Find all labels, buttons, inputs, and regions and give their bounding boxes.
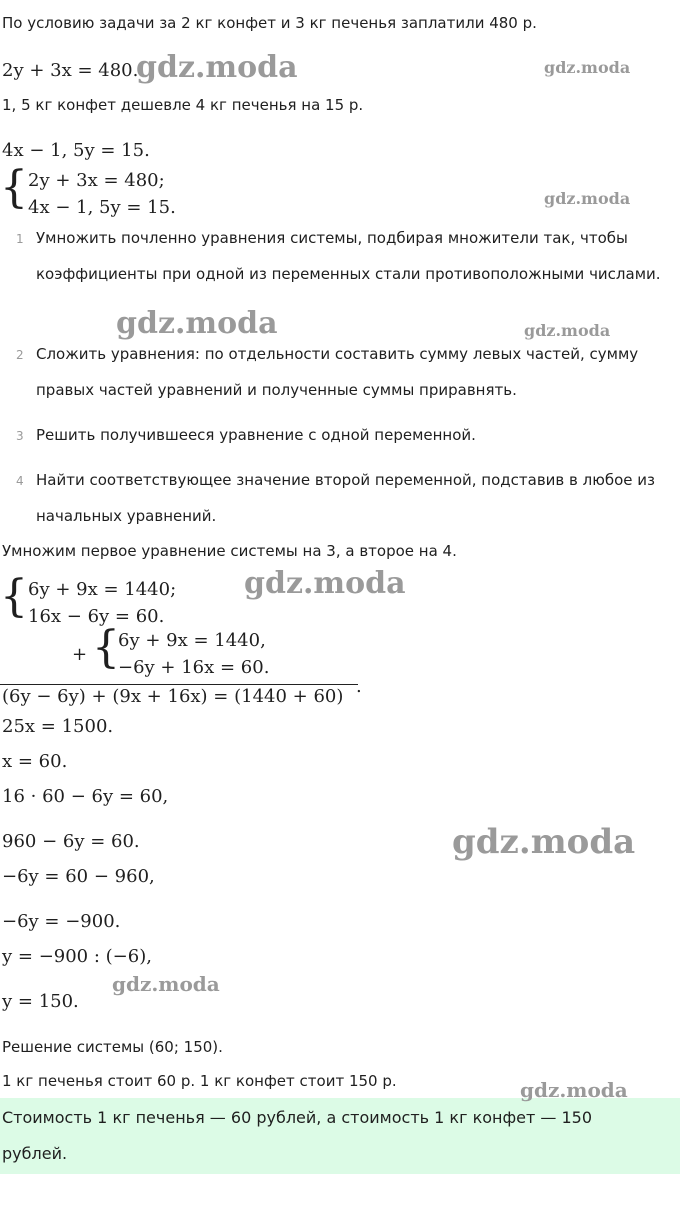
watermark: gdz.moda [136, 50, 298, 85]
plus-sign: + [72, 644, 88, 665]
watermark: gdz.moda [524, 321, 611, 340]
step-4-number: 4 [16, 474, 24, 488]
system-2-eq-2: 16x − 6y = 60. [28, 606, 165, 627]
watermark: gdz.moda [544, 189, 631, 208]
system-3-eq-2: −6y + 16x = 60. [118, 657, 270, 678]
system-3-eq-1: 6y + 9x = 1440, [118, 630, 266, 651]
watermark: gdz.moda [116, 306, 278, 341]
system-3-brace: { [92, 622, 120, 673]
work-line-2: x = 60. [2, 751, 68, 772]
solution-text: Решение системы (60; 150). [2, 1038, 223, 1056]
step-1-text: Умножить почленно уравнения системы, подбирая множители так, чтобы коэффициенты при одной из переменных стали противоположными числами. [36, 229, 661, 283]
watermark: gdz.moda [112, 972, 220, 996]
sum-equation: (6y − 6y) + (9x + 16x) = (1440 + 60) [2, 686, 344, 707]
step-2-text: Сложить уравнения: по отдельности составить сумму левых частей, сумму правых частей уравнений и полученные суммы приравнять. [36, 345, 639, 399]
system-1-brace: { [0, 162, 28, 213]
system-2-eq-1: 6y + 9x = 1440; [28, 579, 177, 600]
work-line-1: 25x = 1500. [2, 716, 114, 737]
step-3-number: 3 [16, 429, 24, 443]
sum-equation-dot: . [356, 676, 362, 697]
system-1-eq-1: 2y + 3x = 480; [28, 170, 165, 191]
work-line-7: y = −900 : (−6), [2, 946, 152, 967]
work-line-4: 960 − 6y = 60. [2, 831, 140, 852]
step-2-number: 2 [16, 348, 24, 362]
step-1-number: 1 [16, 232, 24, 246]
watermark: gdz.moda [244, 566, 406, 601]
equation-1: 2y + 3x = 480. [2, 60, 139, 81]
work-line-5: −6y = 60 − 960, [2, 866, 155, 887]
step-3-text: Решить получившееся уравнение с одной переменной. [36, 426, 476, 444]
equation-2: 4x − 1, 5y = 15. [2, 140, 150, 161]
system-2-brace: { [0, 571, 28, 622]
watermark: gdz.moda [452, 822, 636, 862]
work-line-3: 16 · 60 − 6y = 60, [2, 786, 169, 807]
intro-text: По условию задачи за 2 кг конфет и 3 кг печенья заплатили 480 р. [2, 14, 537, 32]
work-line-8: y = 150. [2, 991, 79, 1012]
work-line-6: −6y = −900. [2, 911, 121, 932]
prices-text: 1 кг печенья стоит 60 р. 1 кг конфет стоит 150 р. [2, 1072, 397, 1090]
sum-divider-line [0, 684, 358, 685]
watermark: gdz.moda [544, 58, 631, 77]
answer-box [0, 1098, 680, 1174]
system-1-eq-2: 4x − 1, 5y = 15. [28, 197, 176, 218]
answer-text: Стоимость 1 кг печенья — 60 рублей, а стоимость 1 кг конфет — 150 рублей. [2, 1108, 593, 1163]
multiply-text: Умножим первое уравнение системы на 3, а второе на 4. [2, 542, 457, 560]
condition-2-text: 1, 5 кг конфет дешевле 4 кг печенья на 15 р. [2, 96, 364, 114]
watermark: gdz.moda [520, 1078, 628, 1102]
step-4-text: Найти соответствующее значение второй переменной, подставив в любое из начальных уравнений. [36, 471, 655, 525]
